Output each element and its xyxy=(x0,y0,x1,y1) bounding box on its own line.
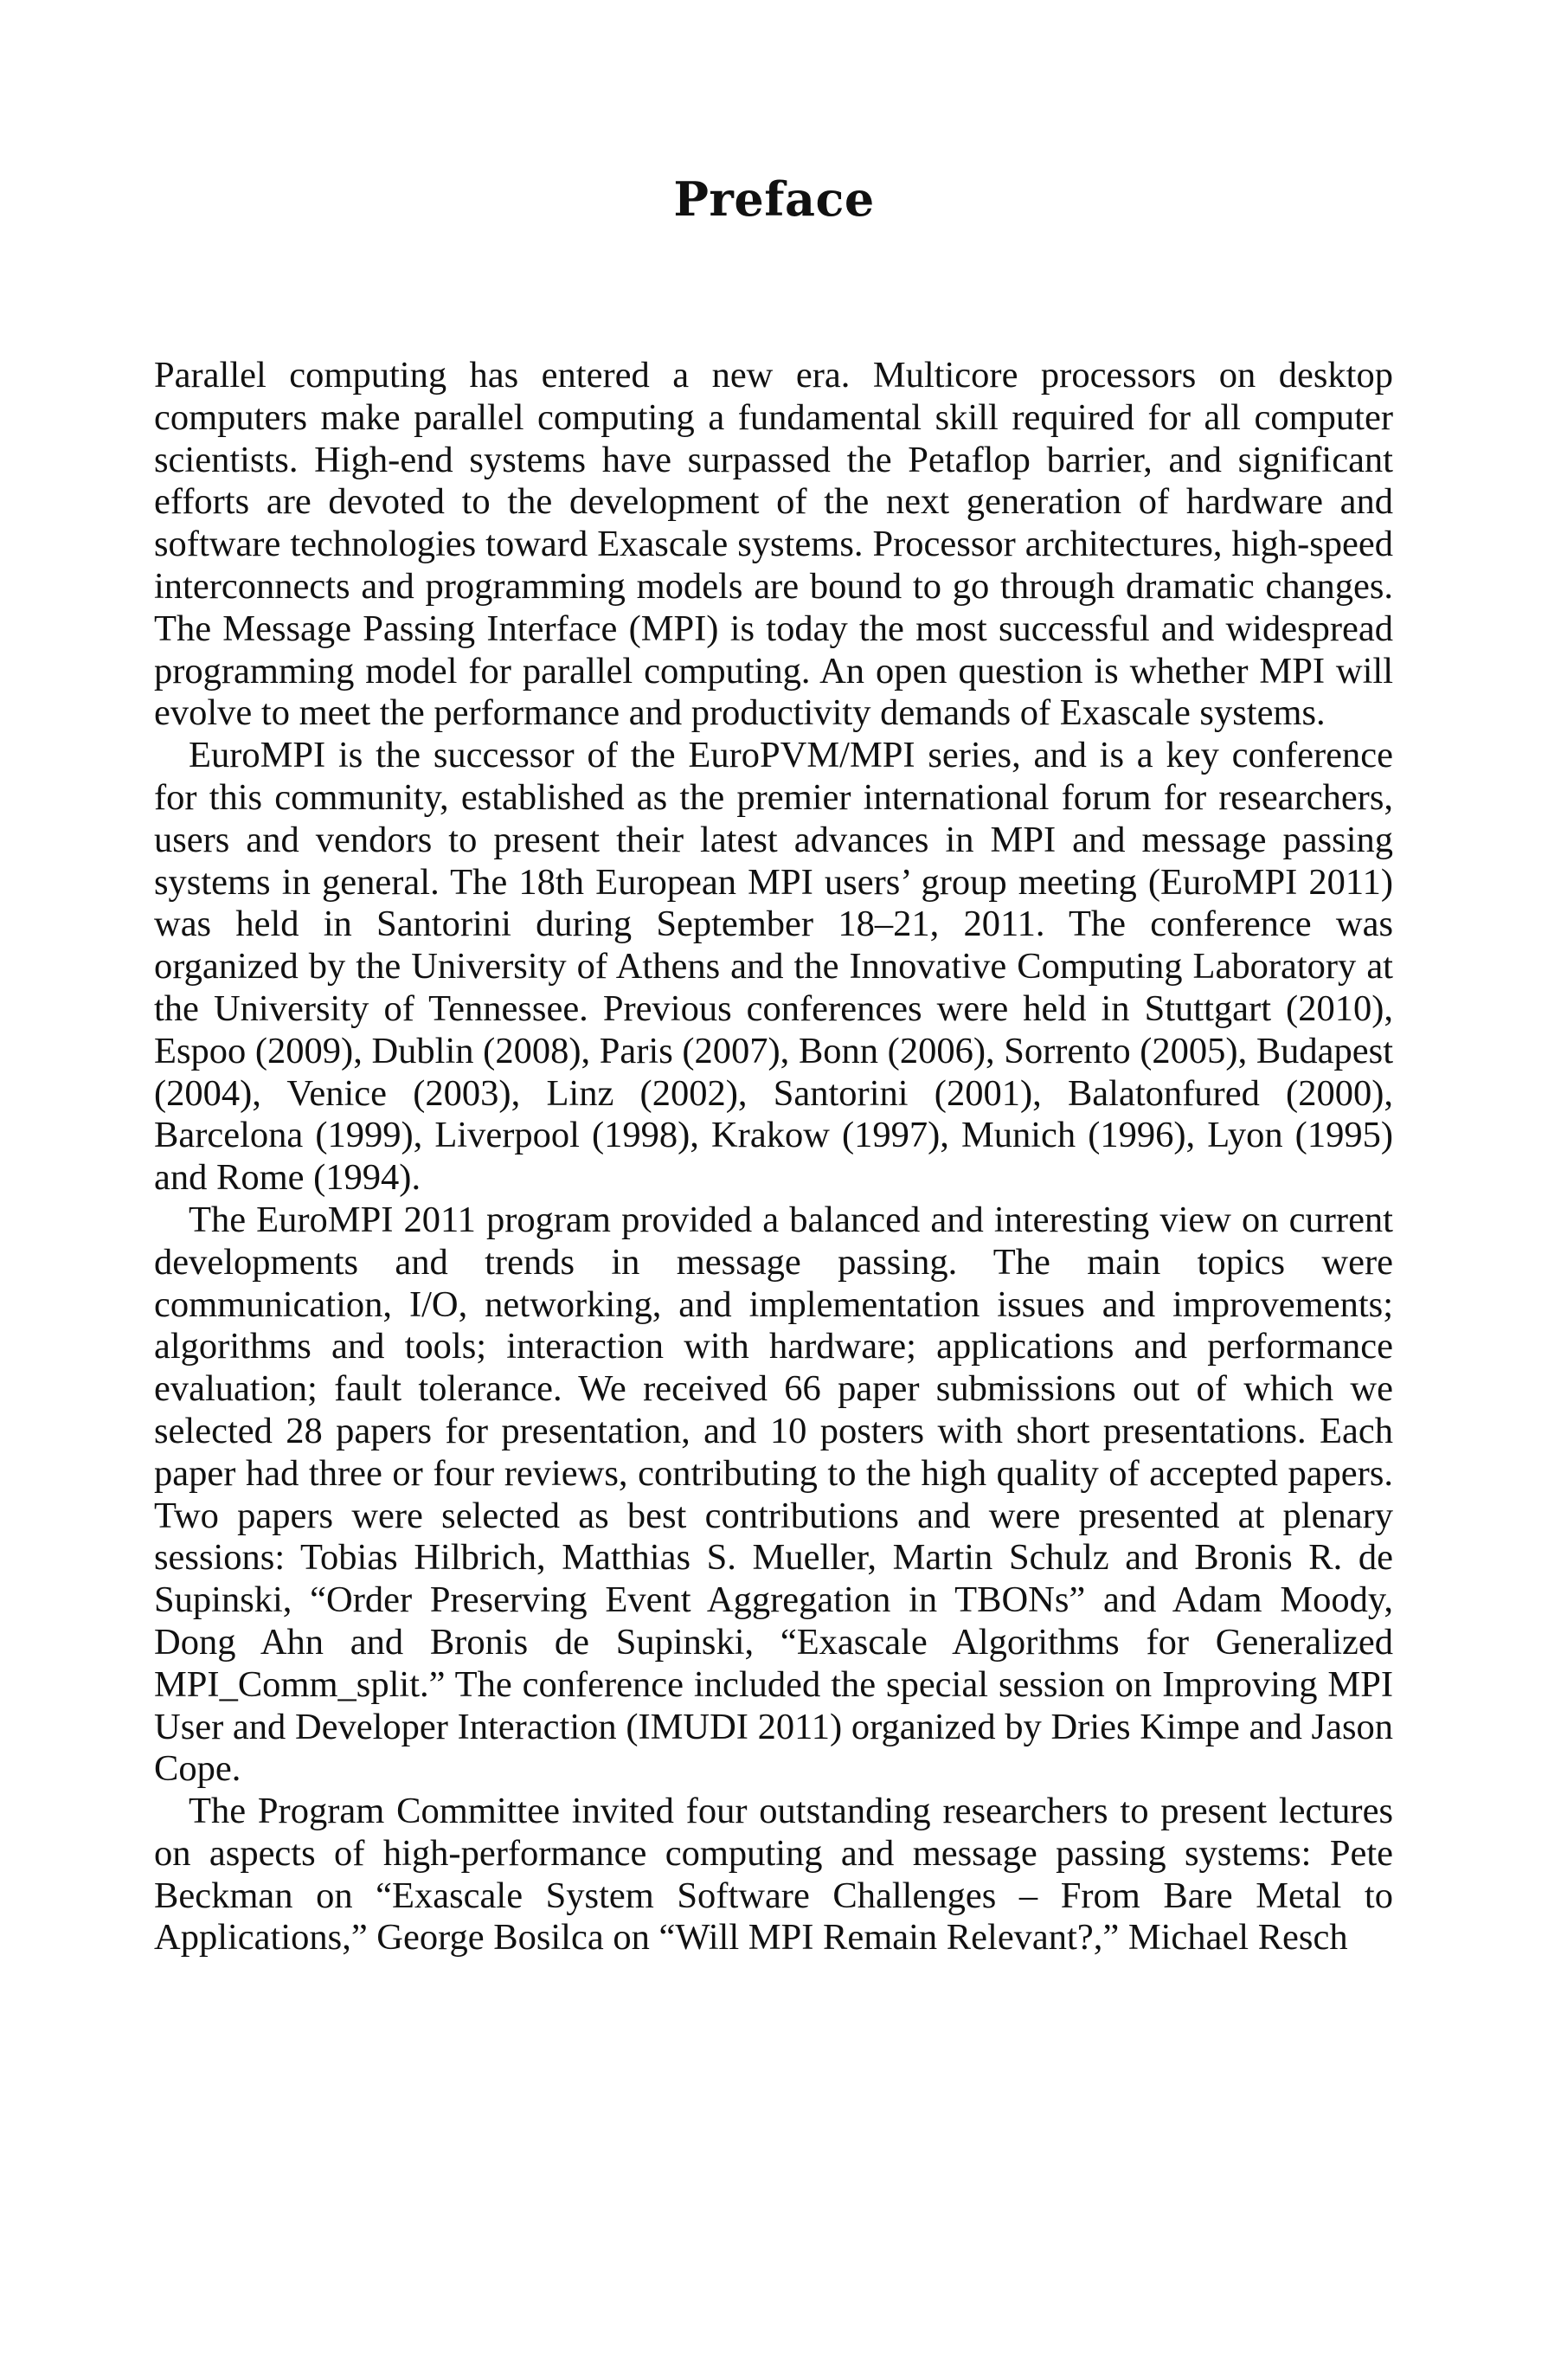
paragraph-introduction: Parallel computing has entered a new era. Multicore processors on desktop computers make parallel computing a fundamental skill required for all computer scientists. High-end systems have surpassed the Petaflop barrier, and significant efforts are devoted to the development of the next generation of hardware and software technologies toward Exascale systems. Processor architectures, high-speed interconnects and programming models are bound to go through dramatic changes. The Message Passing Interface (MPI) is today the most successful and widespread programming model for parallel computing. An open question is whether MPI will evolve to meet the performance and productivity demands of Exascale systems. xyxy=(154,355,1393,734)
page-title: Preface xyxy=(673,171,875,227)
paragraph-program: The EuroMPI 2011 program provided a balanced and interesting view on current developments and trends in message passing. The main topics were communication, I/O, networking, and implementation issues and improvements; algorithms and tools; interaction with hardware; applications and performance evaluation; fault tolerance. We received 66 paper submissions out of which we selected 28 papers for presentation, and 10 posters with short presentations. Each paper had three or four reviews, contributing to the high quality of accepted papers. Two papers were selected as best contributions and were presented at plenary sessions: Tobias Hilbrich, Matthias S. Mueller, Martin Schulz and Bronis R. de Supinski, “Order Preserving Event Aggregation in TBONs” and Adam Moody, Dong Ahn and Bronis de Supinski, “Exascale Algorithms for Generalized MPI_Comm_split.” The conference included the special session on Improving MPI User and Developer Interaction (IMUDI 2011) organized by Dries Kimpe and Jason Cope. xyxy=(154,1199,1393,1790)
paragraph-invited-talks: The Program Committee invited four outstanding researchers to present lectures on aspects of high-performance computing and message passing systems: Pete Beckman on “Exascale System Software Challenges – From Bare Metal to Applications,” George Bosilca on “Will MPI Remain Relevant?,” Michael Resch xyxy=(154,1791,1393,1959)
body-text xyxy=(154,355,1393,1959)
paragraph-euromp-history: EuroMPI is the successor of the EuroPVM/MPI series, and is a key conference for this community, established as the premier international forum for researchers, users and vendors to present their latest advances in MPI and message passing systems in general. The 18th European MPI users’ group meeting (EuroMPI 2011) was held in Santorini during September 18–21, 2011. The conference was organized by the University of Athens and the Innovative Computing Laboratory at the University of Tennessee. Previous conferences were held in Stuttgart (2010), Espoo (2009), Dublin (2008), Paris (2007), Bonn (2006), Sorrento (2005), Budapest (2004), Venice (2003), Linz (2002), Santorini (2001), Balatonfured (2000), Barcelona (1999), Liverpool (1998), Krakow (1997), Munich (1996), Lyon (1995) and Rome (1994). xyxy=(154,735,1393,1199)
